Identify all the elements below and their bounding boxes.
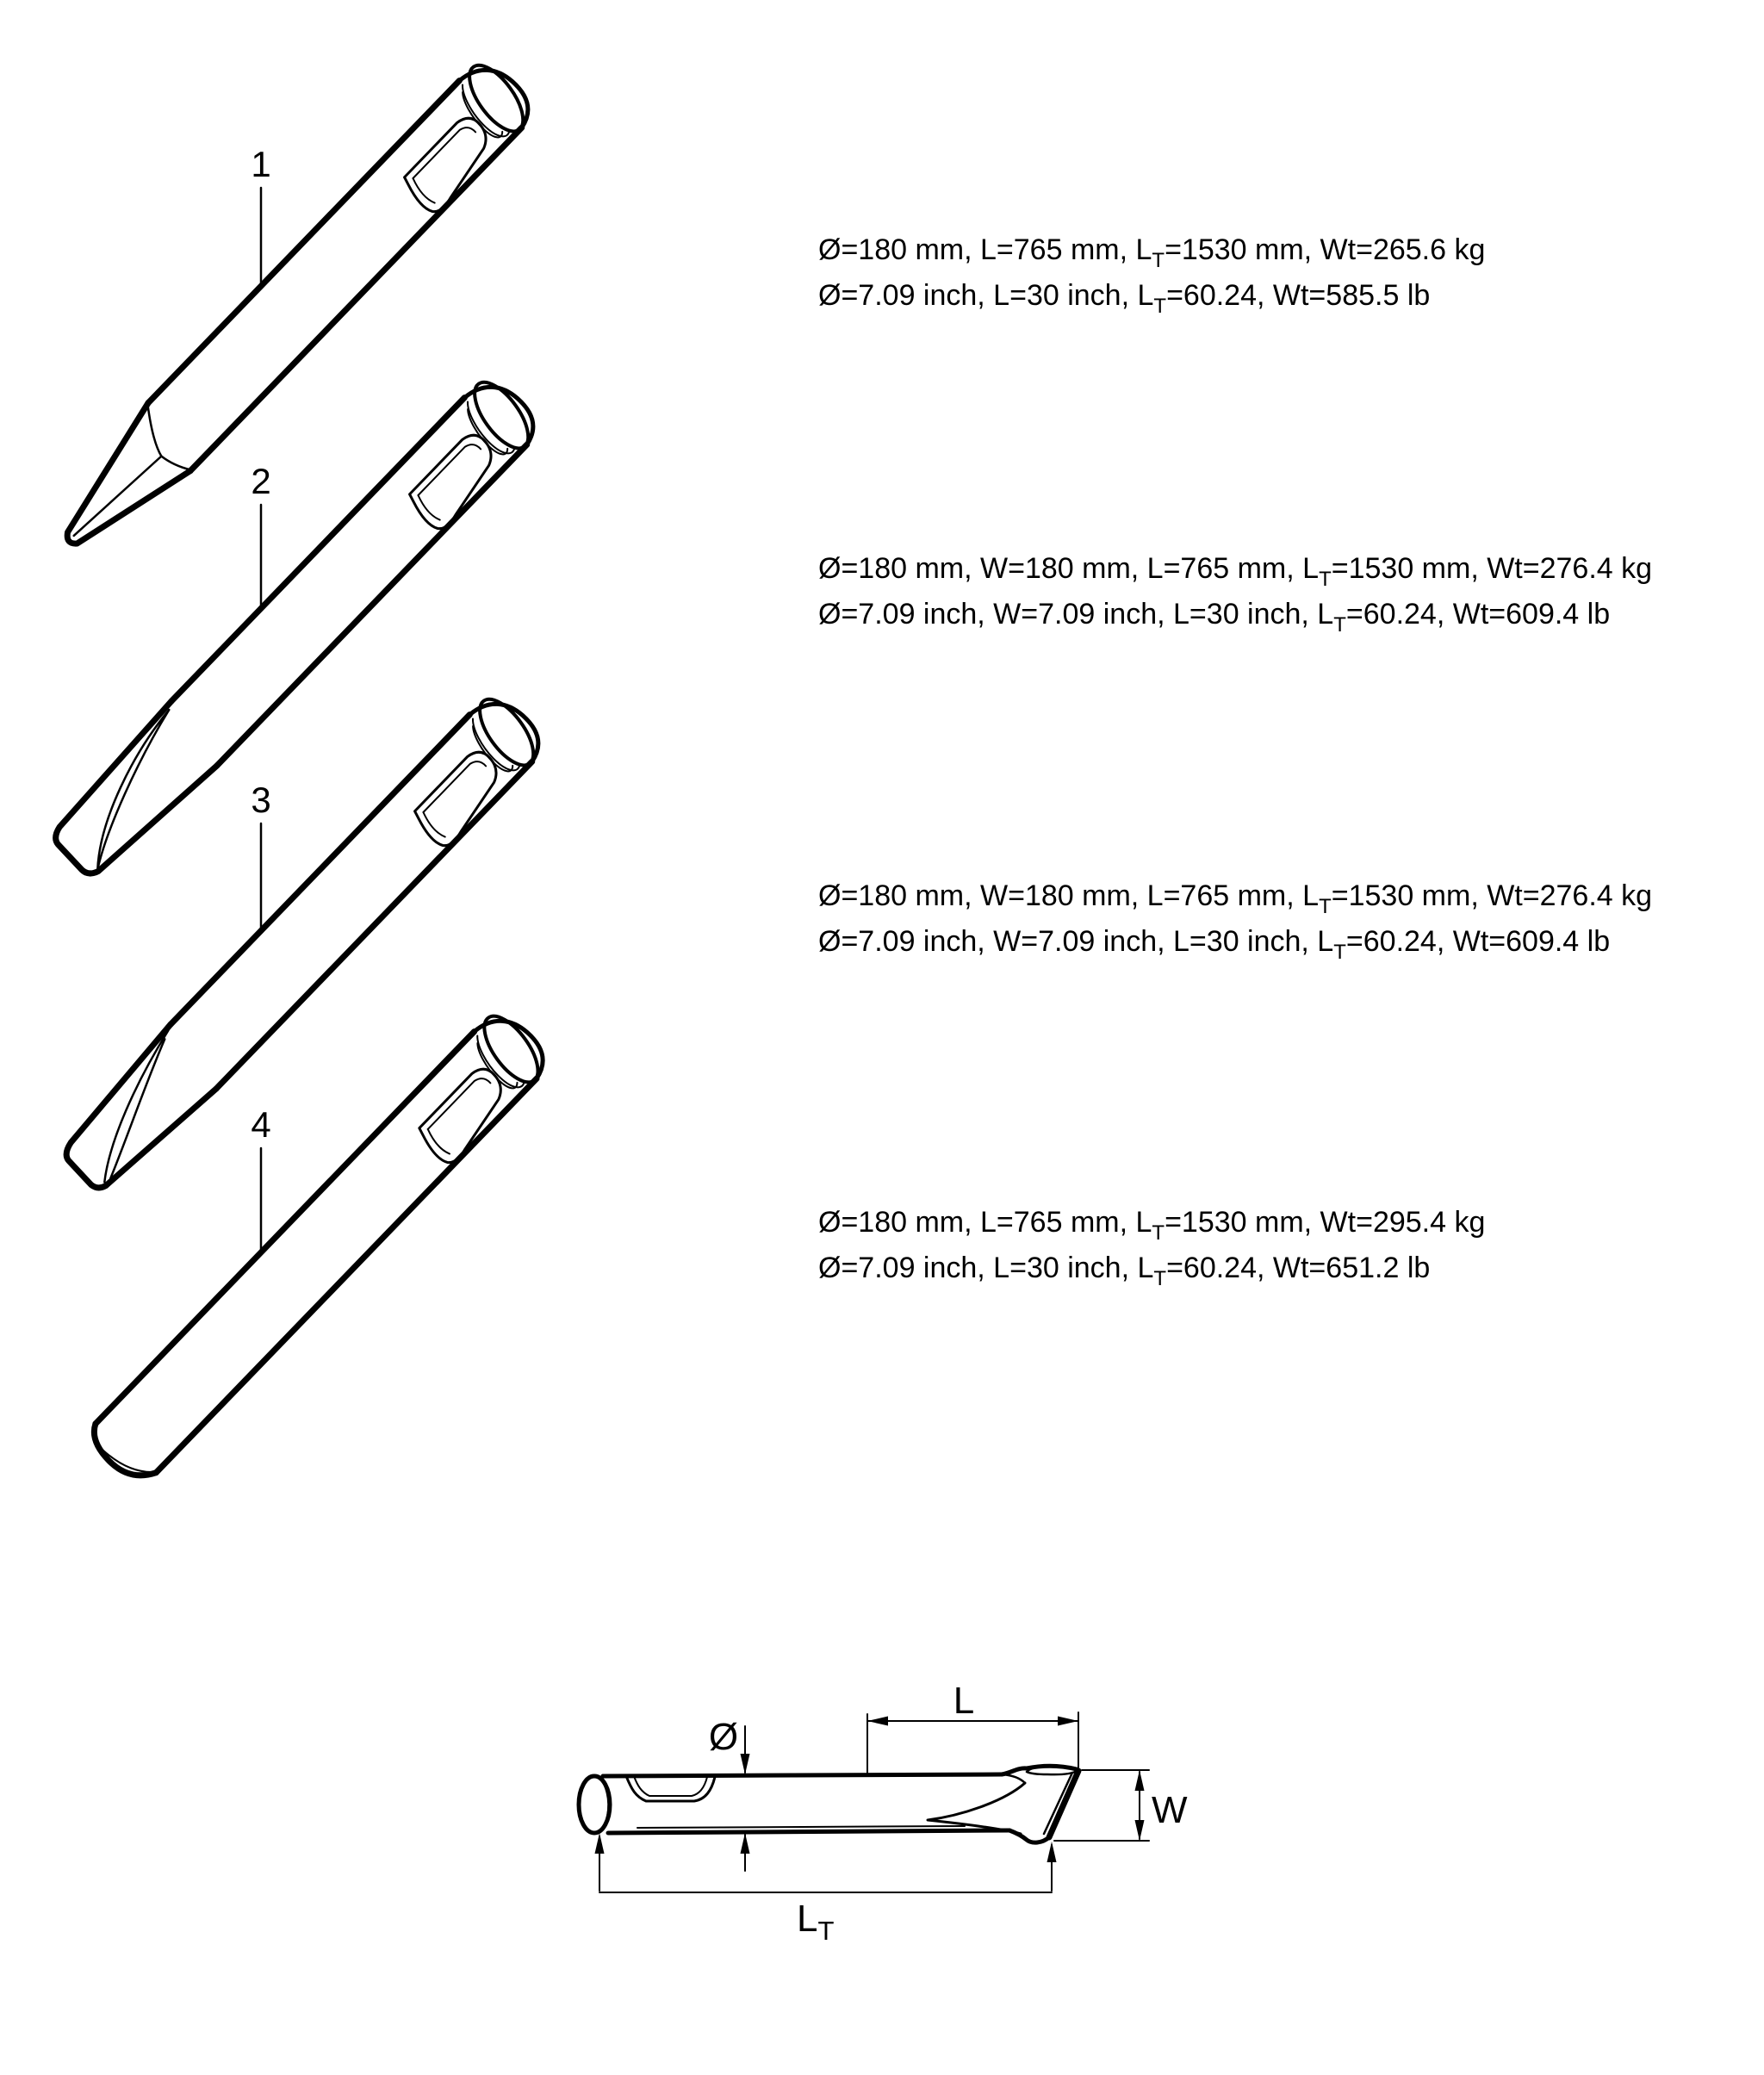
tool-3-label: 3 bbox=[251, 780, 271, 820]
spec-tool-4 bbox=[818, 1205, 1485, 1296]
spec-tool-4-metric: Ø=180 mm, L=765 mm, $L_T=1530$ mm, Wt=295.4 kg bbox=[818, 1206, 1486, 1245]
tool-1-label: 1 bbox=[251, 144, 271, 184]
dim-label-L: L bbox=[953, 1680, 975, 1722]
dim-label-diameter: Ø bbox=[708, 1716, 739, 1758]
tool-4-drawing bbox=[82, 1003, 557, 1492]
tool-4-label: 4 bbox=[251, 1104, 271, 1145]
tool-3-drawing bbox=[50, 686, 552, 1202]
spec-tool-1 bbox=[818, 233, 1485, 324]
spec-tool-2 bbox=[818, 551, 1652, 643]
spec-tool-3-imperial: Ø=7.09 inch, W=7.09 inch, L=30 inch, $L_T=60.24$, Wt=609.4 lb bbox=[818, 925, 1611, 964]
dim-label-LT: LT bbox=[797, 1898, 835, 1946]
tool-1-drawing bbox=[39, 53, 542, 569]
dimension-drawing bbox=[579, 1680, 1188, 1946]
spec-tool-3 bbox=[818, 879, 1652, 970]
dim-label-W: W bbox=[1152, 1789, 1188, 1831]
spec-tool-2-metric: Ø=180 mm, W=180 mm, L=765 mm, $L_T=1530$ mm, Wt=276.4 kg bbox=[818, 552, 1653, 591]
tool-2-label: 2 bbox=[251, 461, 271, 501]
spec-tool-4-imperial: Ø=7.09 inch, L=30 inch, $L_T=60.24$, Wt=651.2 lb bbox=[818, 1252, 1431, 1290]
spec-tool-1-imperial: Ø=7.09 inch, L=30 inch, $L_T=60.24$, Wt=585.5 lb bbox=[818, 279, 1431, 318]
spec-tool-1-metric: Ø=180 mm, L=765 mm, $L_T=1530$ mm, Wt=265.6 kg bbox=[818, 233, 1486, 272]
spec-tool-3-metric: Ø=180 mm, W=180 mm, L=765 mm, $L_T=1530$ mm, Wt=276.4 kg bbox=[818, 879, 1653, 918]
spec-tool-2-imperial: Ø=7.09 inch, W=7.09 inch, L=30 inch, $L_T=60.24$, Wt=609.4 lb bbox=[818, 598, 1611, 637]
